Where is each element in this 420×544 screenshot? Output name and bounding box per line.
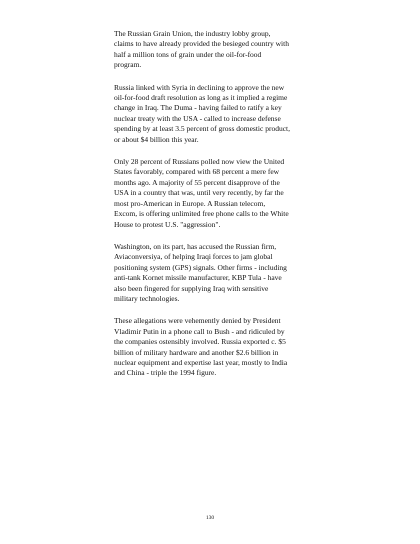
paragraph-washington: Washington, on its part, has accused the Russian firm, Aviaconversiya, of helping Iraqi forces to jam global positioning system (GPS) signals. Other firms - including anti-tank Kornet missile manufacturer, KBP Tula - have also been fingered for supplying Iraq with sensitive military technologies.	[114, 241, 287, 303]
paragraph-poll: Only 28 percent of Russians polled now view the United States favorably, compared with 68 percent a mere few months ago. A majority of 55 percent disapprove of the USA in a country that was, until very recently, by far the most pro-American in Europe. A Russian telecom, Excom, is offering unlimited free phone calls to the White House to protest U.S. "aggression".	[114, 157, 289, 229]
page-number: 130	[205, 515, 215, 521]
paragraph-syria-duma: Russia linked with Syria in declining to approve the new oil-for-food draft resolution as long as it implied a regime change in Iraq. The Duma - having failed to ratify a key nuclear treaty with the USA - called to increase defense spending by at least 3.5 percent of gross domestic product, or about $4 billion this year.	[114, 82, 291, 144]
paragraph-grain-union: The Russian Grain Union, the industry lobby group, claims to have already provided the besieged country with half a million tons of grain under the oil-for-food program.	[114, 29, 289, 70]
paragraph-allegations: These allegations were vehemently denied by President Vladimir Putin in a phone call to Bush - and ridiculed by the companies ostensibly involved. Russia exported c. $5 billion of military hardware and another $2.6 billion in nuclear equipment and expertise last year, mostly to India and China - triple the 1994 figure.	[114, 316, 288, 378]
body-text	[114, 29, 336, 391]
